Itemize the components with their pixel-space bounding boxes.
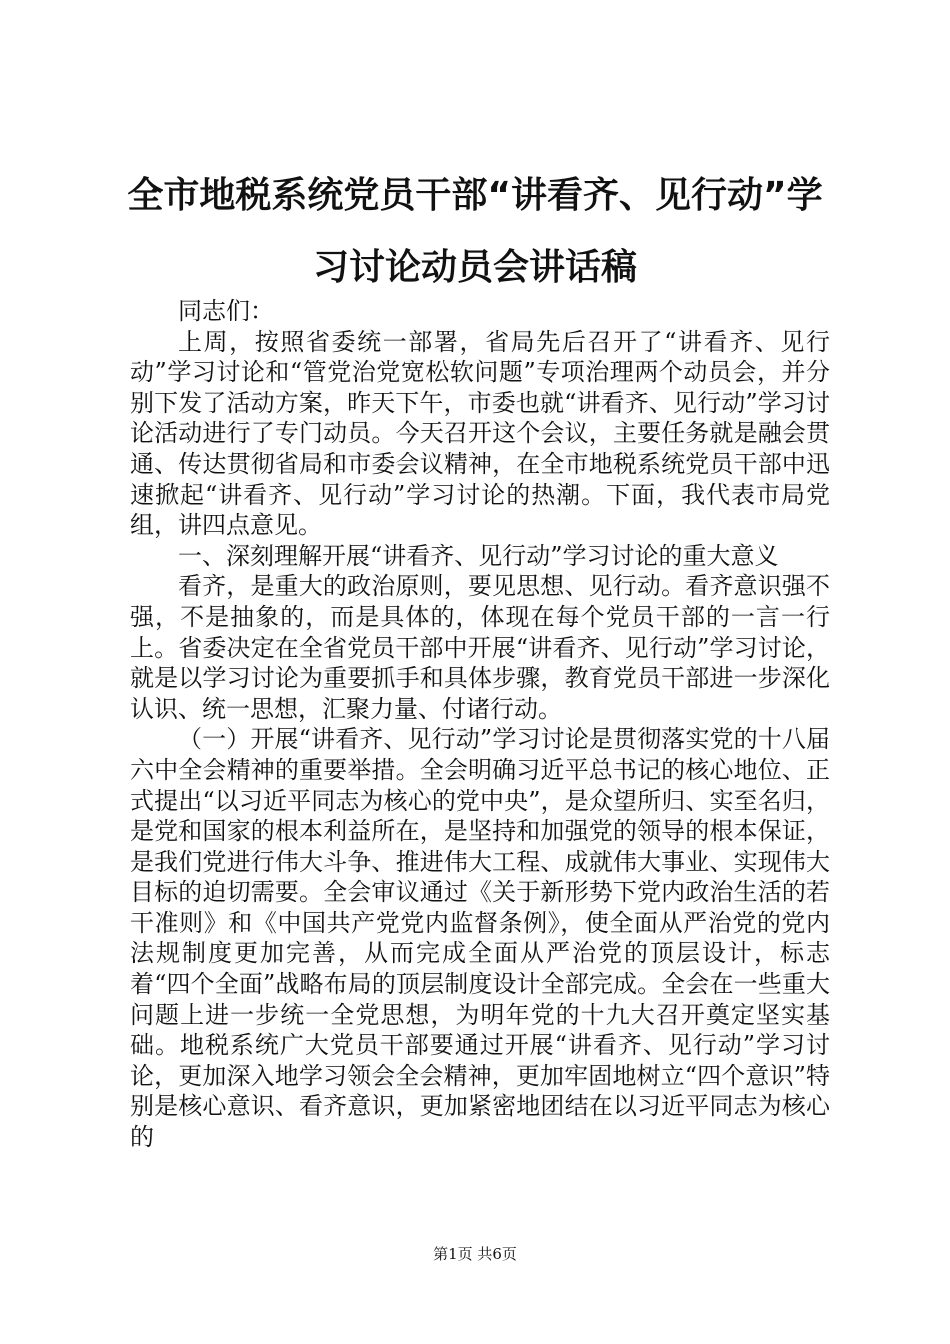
paragraph-intro: 上周，按照省委统一部署，省局先后召开了“讲看齐、见行动”学习讨论和“管党治党宽松软问题”专项治理两个动员会，并分别下发了活动方案，昨天下午，市委也就“讲看齐、见行动”学习讨论活动进行了专门动员。今天召开这个会议，主要任务就是融会贯通、传达贯彻省局和市委会议精神，在全市地税系统党员干部中迅速掀起“讲看齐、见行动”学习讨论的热潮。下面，我代表市局党组，讲四点意见。 <box>130 327 830 540</box>
page-footer: 第1页 共6页 <box>433 1245 517 1263</box>
section-heading-1: 一、深刻理解开展“讲看齐、见行动”学习讨论的重大意义 <box>178 541 779 570</box>
document-title: 全市地税系统党员干部“讲看齐、见行动”学习讨论动员会讲话稿 <box>127 175 823 288</box>
document-body <box>130 296 830 1153</box>
salutation: 同志们： <box>178 297 274 325</box>
paragraph-section-1: 看齐，是重大的政治原则，要见思想、见行动。看齐意识强不强，不是抽象的，而是具体的，体现在每个党员干部的一言一行上。省委决定在全省党员干部中开展“讲看齐、见行动”学习讨论，就是以学习讨论为重要抓手和具体步骤，教育党员干部进一步深化认识、统一思想，汇聚力量、付诸行动。 <box>130 572 830 723</box>
paragraph-subsection-1: （一）开展“讲看齐、见行动”学习讨论是贯彻落实党的十八届六中全会精神的重要举措。全会明确习近平总书记的核心地位、正式提出“以习近平同志为核心的党中央”，是众望所归、实至名归，是党和国家的根本利益所在，是坚持和加强党的领导的根本保证，是我们党进行伟大斗争、推进伟大工程、成就伟大事业、实现伟大目标的迫切需要。全会审议通过《关于新形势下党内政治生活的若干准则》和《中国共产党党内监督条例》，使全面从严治党的党内法规制度更加完善，从而完成全面从严治党的顶层设计，标志着“四个全面”战略布局的顶层制度设计全部完成。全会在一些重大问题上进一步统一全党思想，为明年党的十九大召开奠定坚实基础。地税系统广大党员干部要通过开展“讲看齐、见行动”学习讨论，更加深入地学习领会全会精神，更加牢固地树立“四个意识”特别是核心意识、看齐意识，更加紧密地团结在以习近平同志为核心的 <box>130 725 830 1152</box>
